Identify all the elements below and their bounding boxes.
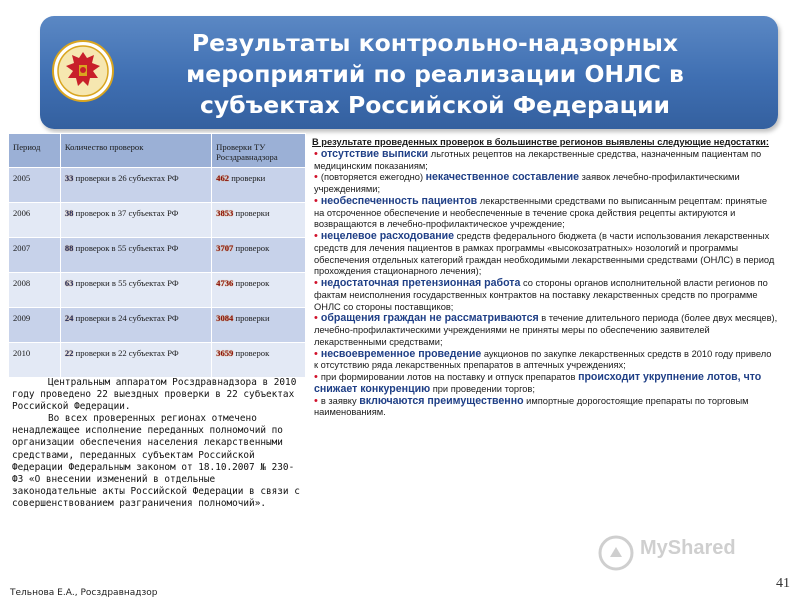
year-cell: 2009 (9, 308, 61, 343)
count-cell: 63 проверки в 55 субъектах РФ (60, 273, 211, 308)
tu-cell: 3707 проверок (212, 238, 306, 273)
table-header-row (9, 134, 306, 168)
table-row (9, 203, 306, 238)
count-cell: 24 проверки в 24 субъектах РФ (60, 308, 211, 343)
findings-list (312, 137, 778, 419)
count-cell: 88 проверок в 55 субъектах РФ (60, 238, 211, 273)
bullet-icon: • (314, 394, 318, 407)
table-row (9, 343, 306, 378)
year-cell: 2008 (9, 273, 61, 308)
watermark: MyShared (598, 535, 758, 575)
page-title: Результаты контрольно-надзорных мероприятий по реализации ОНЛС в субъектах Российской Федерации (186, 29, 684, 119)
list-item: • несвоевременное проведение аукционов по закупке лекарственных средств в 2010 году привело к отсутствию ряда лекарственных препаратов в аптечных учреждениях; (314, 347, 772, 371)
bullet-icon: • (314, 147, 318, 160)
tu-cell: 3084 проверки (212, 308, 306, 343)
share-icon (598, 535, 634, 571)
table-row (9, 238, 306, 273)
year-cell: 2006 (9, 203, 61, 238)
tu-cell: 3659 проверок (212, 343, 306, 378)
bullet-icon: • (314, 230, 318, 242)
inspections-table (8, 133, 306, 378)
list-item: • отсутствие выписки льготных рецептов на лекарственные средства, назначенным пациентам по медицинским показаниям; (314, 147, 762, 171)
findings-intro: В результате проведенных проверок в большинстве регионов выявлены следующие недостатки: (312, 137, 769, 147)
year-cell: 2007 (9, 238, 61, 273)
column-header: Проверки ТУ Росздравнадзора (212, 134, 306, 168)
tu-cell: 4736 проверок (212, 273, 306, 308)
page-number: 41 (776, 576, 790, 591)
list-item: • необеспеченность пациентов лекарственными средствами по выписанным рецептам: принятые на отсроченное обеспечение и необеспеченные в течение срока действия рецепты актируются и возвращаются в лечебно-профилактическое учреждение; (314, 194, 768, 230)
count-cell: 22 проверки в 22 субъектах РФ (60, 343, 211, 378)
column-header: Период (9, 134, 61, 168)
roszdravnadzor-emblem-icon (52, 36, 114, 106)
list-item: • в заявку включаются преимущественно импортные дорогостоящие препараты по торговым наименованиям. (314, 394, 749, 418)
author-footer: Тельнова Е.А., Росздравнадзор (10, 588, 158, 598)
bullet-icon: • (314, 194, 318, 207)
table-row (9, 308, 306, 343)
year-cell: 2005 (9, 168, 61, 203)
list-item: • недостаточная претензионная работа со стороны органов исполнительной власти регионов по фактам неисполнения государственных контрактов на поставку лекарственных средств по программе ОНЛС со стороны поставщиков; (314, 277, 768, 312)
list-item: • (повторяется ежегодно) некачественное составление заявок лечебно-профилактическими учреждениями; (314, 171, 740, 194)
bullet-icon: • (314, 347, 318, 360)
table-row (9, 168, 306, 203)
count-cell: 38 проверок в 37 субъектах РФ (60, 203, 211, 238)
table-row (9, 273, 306, 308)
tu-cell: 462 проверки (212, 168, 306, 203)
bullet-icon: • (314, 277, 318, 289)
tu-cell: 3853 проверки (212, 203, 306, 238)
column-header: Количество проверок (60, 134, 211, 168)
list-item: • нецелевое расходование средств федерального бюджета (в части использования лекарственных средств для лечения пациентов в рамках программы «высокозатратных» нозологий и программы обеспечения отдельных категорий граждан необходимыми лекарственными средствами (ОНЛС) в период прохождения стационарного лечения); (314, 230, 775, 277)
bullet-icon: • (314, 312, 318, 325)
list-item: • обращения граждан не рассматриваются в течение длительного периода (более двух месяцев), лечебно-профилактическими учреждениями не приняты меры по обеспечению заявителей лекарственными средствами; (314, 312, 778, 347)
bullet-icon: • (314, 171, 318, 184)
central-office-note: Центральным аппаратом Росздравнадзора в 2010 году проведено 22 выездных проверки в 22 субъектах Российской Федерации. Во всех проверенных регионах отмечено ненадлежащее исполнение переданных полномочий по организации обеспечения населения лекарственными средствами, переданных субъектам Российской Федерации Федеральным законом от 18.10.2007 № 230-ФЗ «О внесении изменений в отдельные законодательные акты Российской Федерации в связи с совершенствованием разграничения полномочий». (12, 377, 300, 509)
bullet-icon: • (314, 371, 318, 383)
list-item: • при формировании лотов на поставку и отпуск препаратов происходит укрупнение лотов, что снижает конкуренцию при проведении торгов; (314, 371, 762, 395)
year-cell: 2010 (9, 343, 61, 378)
count-cell: 33 проверки в 26 субъектах РФ (60, 168, 211, 203)
